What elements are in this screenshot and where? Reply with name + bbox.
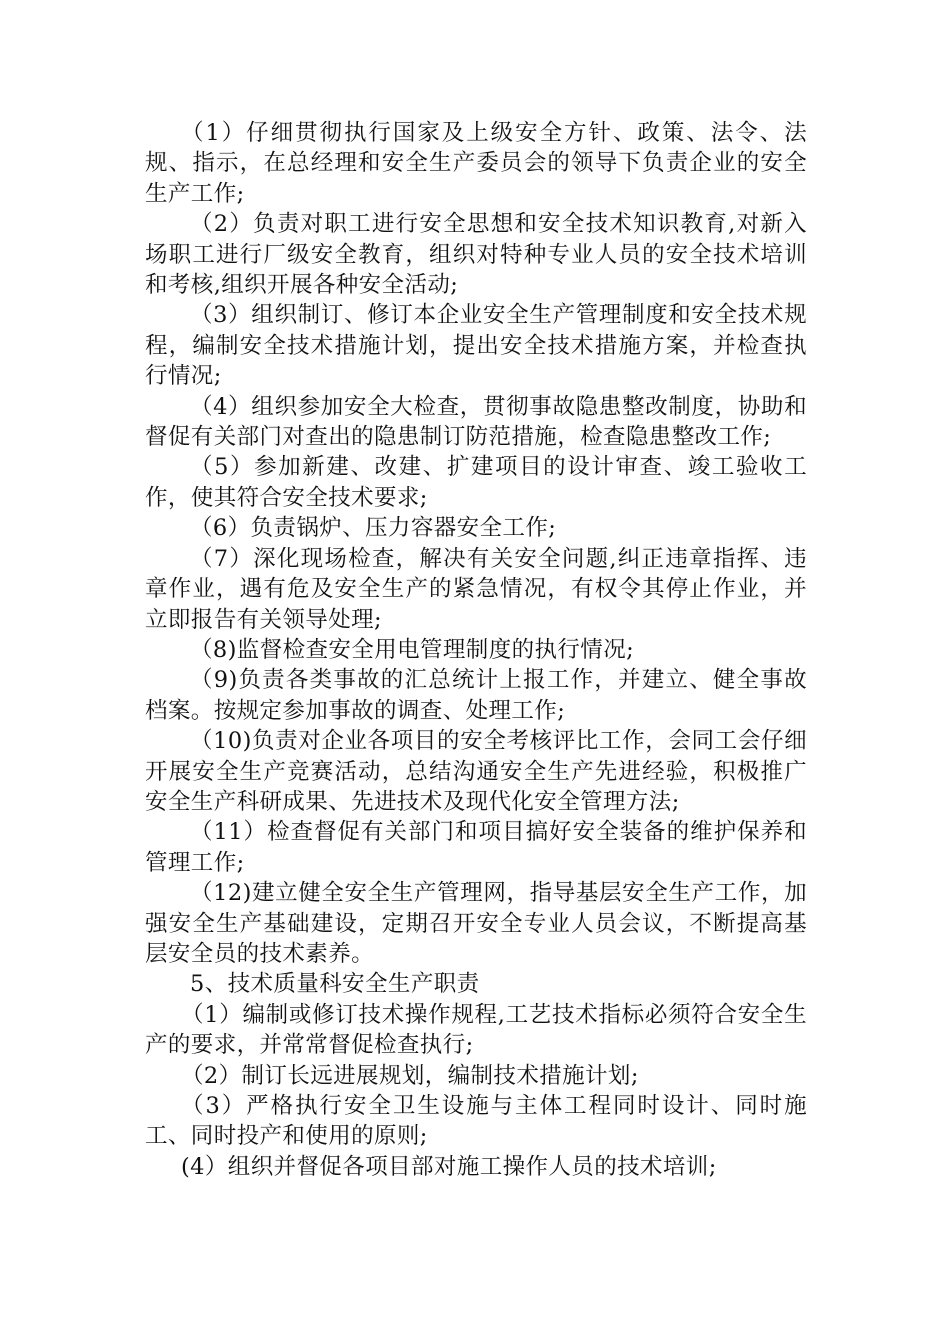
paragraph-13: （1）编制或修订技术操作规程,工艺技术指标必须符合安全生产的要求，并常常督促检查执行; (145, 1001, 807, 1059)
paragraph-4: （4）组织参加安全大检查，贯彻事故隐患整改制度，协助和督促有关部门对查出的隐患制订防范措施，检查隐患整改工作; (145, 393, 807, 451)
section-heading: 5、技术质量科安全生产职责 (190, 971, 480, 998)
paragraph-5: （5）参加新建、改建、扩建项目的设计审查、竣工验收工作，使其符合安全技术要求; (145, 454, 807, 511)
paragraph-3: （3）组织制订、修订本企业安全生产管理制度和安全技术规程，编制安全技术措施计划，提出安全技术措施方案，并检查执行情况; (145, 302, 807, 390)
paragraph-9: （9)负责各类事故的汇总统计上报工作，并建立、健全事故档案。按规定参加事故的调查、处理工作; (145, 667, 807, 724)
paragraph-15: （3）严格执行安全卫生设施与主体工程同时设计、同时施工、同时投产和使用的原则; (145, 1093, 807, 1150)
paragraph-16: (4）组织并督促各项目部对施工操作人员的技术培训; (181, 1153, 717, 1180)
paragraph-7: （7）深化现场检查，解决有关安全问题,纠正违章指挥、违章作业，遇有危及安全生产的紧急情况，有权令其停止作业，并立即报告有关领导处理; (145, 545, 807, 633)
paragraph-11: （11）检查督促有关部门和项目搞好安全装备的维护保养和管理工作; (145, 819, 807, 876)
paragraph-6: （6）负责锅炉、压力容器安全工作; (190, 515, 557, 542)
paragraph-12: （12)建立健全安全生产管理网，指导基层安全生产工作，加强安全生产基础建设，定期召开安全专业人员会议，不断提高基层安全员的技术素养。 (145, 880, 807, 967)
paragraph-2: （2）负责对职工进行安全思想和安全技术知识教育,对新入场职工进行厂级安全教育，组织对特种专业人员的安全技术培训和考核,组织开展各种安全活动; (145, 211, 807, 299)
document-page (145, 118, 807, 1182)
paragraph-10: （10)负责对企业各项目的安全考核评比工作，会同工会仔细开展安全生产竞赛活动，总结沟通安全生产先进经验，积极推广安全生产科研成果、先进技术及现代化安全管理方法; (145, 728, 807, 815)
paragraph-8: （8)监督检查安全用电管理制度的执行情况; (190, 636, 635, 663)
paragraph-1: （1）仔细贯彻执行国家及上级安全方针、政策、法令、法规、指示，在总经理和安全生产委员会的领导下负责企业的安全生产工作; (145, 120, 807, 207)
paragraph-14: （2）制订长远进展规划，编制技术措施计划; (181, 1062, 639, 1089)
